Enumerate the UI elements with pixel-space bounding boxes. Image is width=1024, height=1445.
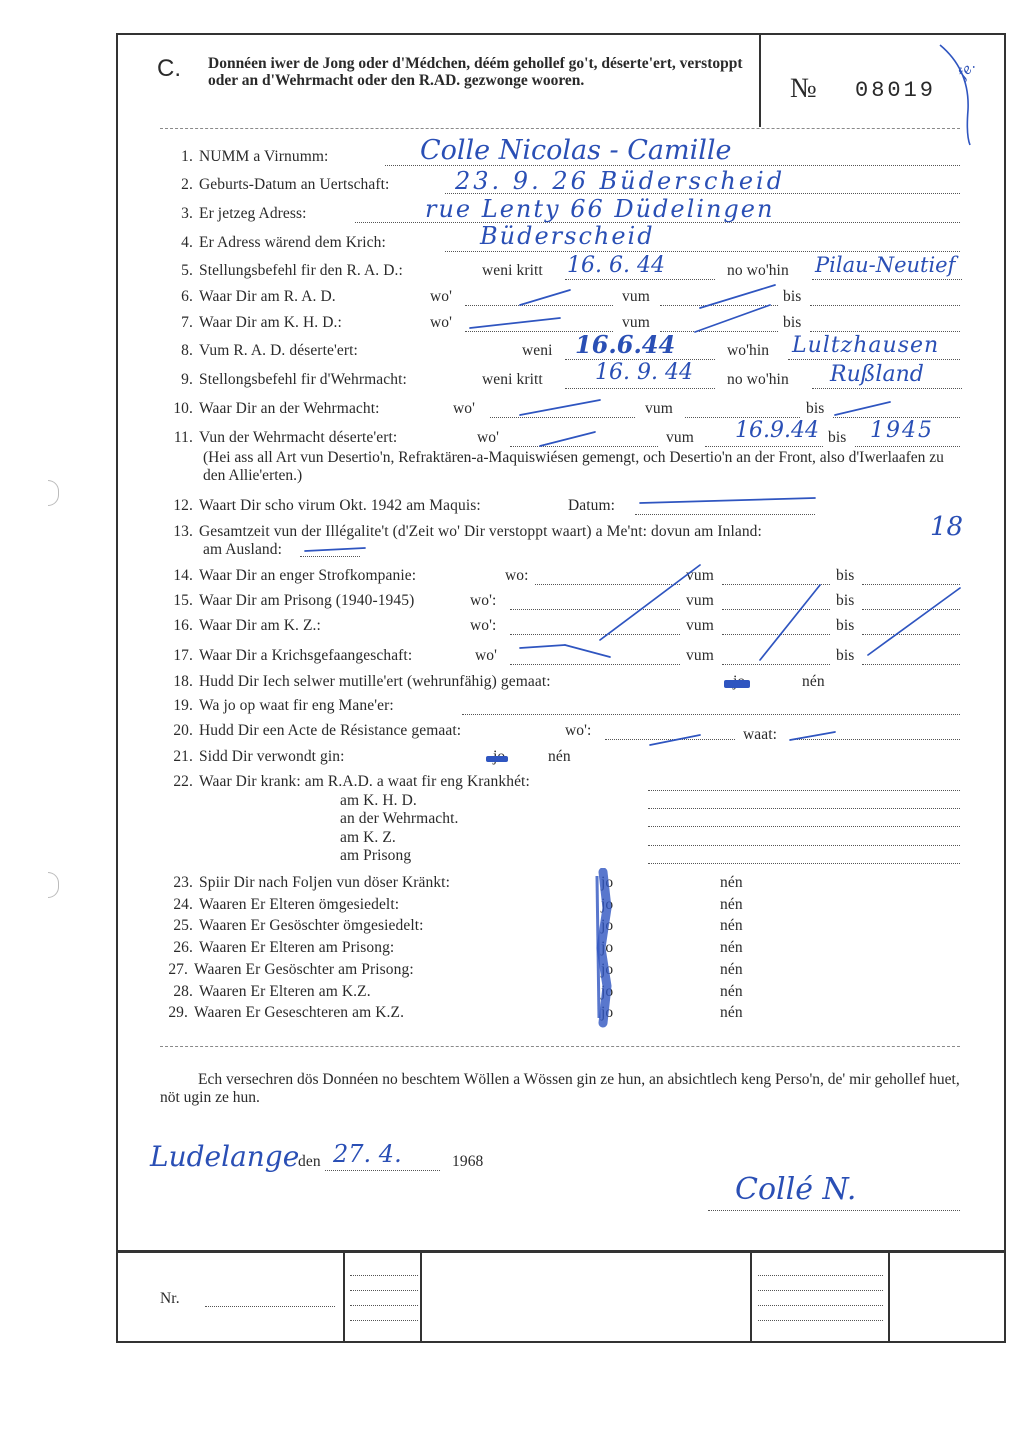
row-22: 22. Waar Dir krank: am R.A.D. a waat fir eng Krankhét: [173,773,530,790]
declaration: Ech versechren dös Donnéen no beschtem Wöllen a Wössen gin ze hun, an absichtlech keng Perso'n, de' mir gehollef huet, nöt ugin ze hun. [160,1071,960,1106]
row-1-value[interactable]: Colle Nicolas - Camille [420,135,732,166]
row-26-no[interactable]: nén [720,939,743,956]
date-value[interactable]: 27. 4. [333,1140,402,1168]
row-5-a-value[interactable]: 16. 6. 44 [567,253,665,278]
row-15-a-label: wo': [470,592,497,609]
row-8: 8. Vum R. A. D. déserte'ert: [181,342,358,359]
corner-note: fe. [955,57,979,83]
section-letter: C. [157,55,181,82]
row-23-no[interactable]: nén [720,874,743,891]
nr-label: Nr. [160,1290,180,1307]
row-7: 7. Waar Dir am K. H. D.: [181,314,342,331]
row-15-c-label: bis [836,592,855,609]
row-3-value[interactable]: rue Lenty 66 Düdelingen [425,195,775,223]
row-8-b-value[interactable]: Lultzhausen [792,333,940,358]
header-title: Donnéen iwer de Jong oder d'Médchen, déém gehollef go't, déserte'ert, verstoppt oder an d'Wehrmacht oder den R.AD. gezwonge wooren. [208,55,743,89]
row-8-b-label: wo'hin [727,342,770,359]
row-27-no[interactable]: nén [720,961,743,978]
row-17: 17. Waar Dir a Krichsgefaangeschaft: [173,647,413,664]
row-14-a-label: wo: [505,567,529,584]
row-29-no[interactable]: nén [720,1004,743,1021]
row-7-a-label: wo' [430,314,453,331]
row-13-inland-value[interactable]: 18 [930,512,964,542]
row-12: 12. Waart Dir scho virum Okt. 1942 am Maquis: [173,497,481,514]
row-28-no[interactable]: nén [720,983,743,1000]
row-11-b-label: vum [666,429,694,446]
row-27-yes[interactable]: jo [601,961,614,978]
row-23: 23. Spiir Dir nach Foljen vun döser Kränkt: [173,874,450,891]
row-2: 2. Geburts-Datum an Uertschaft: [181,176,390,193]
row-21-no[interactable]: nén [548,748,571,765]
row-20: 20. Hudd Dir een Acte de Résistance gemaat: [173,722,462,739]
row-18: 18. Hudd Dir Iech selwer mutille'ert (wehrunfähig) gemaat: [173,673,551,690]
row-5-b-value[interactable]: Pilau-Neutief [815,253,956,277]
row-14: 14. Waar Dir an enger Strofkompanie: [173,567,417,584]
row-25-yes[interactable]: jo [601,917,614,934]
row-17-c-label: bis [836,647,855,664]
row-2-value[interactable]: 23. 9. 26 Büderscheid [455,167,786,195]
row-10-b-label: vum [645,400,673,417]
row-25-no[interactable]: nén [720,917,743,934]
row-16-c-label: bis [836,617,855,634]
row-25: 25. Waaren Er Gesöschter ömgesiedelt: [173,917,424,934]
row-11-c-label: bis [828,429,847,446]
row-15-b-label: vum [686,592,714,609]
row-5-a-label: weni kritt [482,262,543,279]
row-6-c-label: bis [783,288,802,305]
row-22-sub-1: am K. H. D. [340,792,417,809]
row-9: 9. Stellongsbefehl fir d'Wehrmacht: [181,371,407,388]
row-16-b-label: vum [686,617,714,634]
row-24: 24. Waaren Er Elteren ömgesiedelt: [173,896,400,913]
row-20-b-label: waat: [743,726,778,743]
form-number: 08019 [855,78,937,103]
row-24-yes[interactable]: jo [601,896,614,913]
row-17-b-label: vum [686,647,714,664]
row-7-c-label: bis [783,314,802,331]
den-label: den [298,1153,321,1170]
row-21: 21. Sidd Dir verwondt gin: [173,748,345,765]
row-17-a-label: wo' [475,647,498,664]
row-22-sub-3: am K. Z. [340,829,396,846]
row-9-a-label: weni kritt [482,371,543,388]
row-9-a-value[interactable]: 16. 9. 44 [595,360,693,385]
row-11-b-value[interactable]: 16.9.44 [735,418,819,443]
row-7-b-label: vum [622,314,650,331]
row-1: 1. NUMM a Virnumm: [181,148,329,165]
row-6-a-label: wo' [430,288,453,305]
row-22-sub-2: an der Wehrmacht. [340,810,459,827]
row-15: 15. Waar Dir am Prisong (1940-1945) [173,592,415,609]
row-16: 16. Waar Dir am K. Z.: [173,617,321,634]
row-29: 29. Waaren Er Geseschteren am K.Z. [168,1004,405,1021]
row-4: 4. Er Adress wärend dem Krich: [181,234,386,251]
row-10-c-label: bis [806,400,825,417]
signature[interactable]: Collé N. [735,1172,857,1207]
row-18-no[interactable]: nén [802,673,825,690]
row-26: 26. Waaren Er Elteren am Prisong: [173,939,395,956]
place-value[interactable]: Ludelange [150,1140,300,1173]
row-19: 19. Wa jo op waat fir eng Mane'er: [173,697,394,714]
row-26-yes[interactable]: jo [601,939,614,956]
row-8-a-value[interactable]: 16.6.44 [575,330,676,359]
row-24-no[interactable]: nén [720,896,743,913]
row-6-b-label: vum [622,288,650,305]
row-16-a-label: wo': [470,617,497,634]
row-13: 13. Gesamtzeit vun der Illégalite't (d'Zeit wo' Dir verstoppt waart) a Me'nt: dovun am Inland: [173,523,762,540]
row-10: 10. Waar Dir an der Wehrmacht: [173,400,380,417]
row-3: 3. Er jetzeg Adress: [181,205,307,222]
row-12-a-label: Datum: [568,497,616,514]
row-6: 6. Waar Dir am R. A. D. [181,288,336,305]
row-5-b-label: no wo'hin [727,262,789,279]
row-9-b-value[interactable]: Rußland [830,362,924,387]
row-11-a-label: wo' [477,429,500,446]
row-9-b-label: no wo'hin [727,371,789,388]
row-28-yes[interactable]: jo [601,983,614,1000]
row-22-sub-4: am Prisong [340,847,412,864]
row-5: 5. Stellungsbefehl fir den R. A. D.: [181,262,403,279]
row-8-a-label: weni [522,342,553,359]
row-23-yes[interactable]: jo [601,874,614,891]
row-29-yes[interactable]: jo [601,1004,614,1021]
row-13-line2: am Ausland: [203,541,283,558]
row-27: 27. Waaren Er Gesöschter am Prisong: [168,961,414,978]
row-11-note: (Hei ass all Art vun Desertio'n, Refraktären-a-Maquiswiésen gemengt, och Desertio'n an der Front, also d'Iwerlaafen zu den Allie'erten.) [203,449,944,484]
year-label: 1968 [452,1153,484,1170]
row-14-b-label: vum [686,567,714,584]
row-10-a-label: wo' [453,400,476,417]
row-11: 11. Vun der Wehrmacht déserte'ert: [173,429,398,446]
number-symbol: № [790,73,817,104]
row-14-c-label: bis [836,567,855,584]
row-20-a-label: wo': [565,722,592,739]
row-11-c-value[interactable]: 1945 [870,418,934,443]
row-4-value[interactable]: Büderscheid [480,222,655,250]
row-28: 28. Waaren Er Elteren am K.Z. [173,983,371,1000]
